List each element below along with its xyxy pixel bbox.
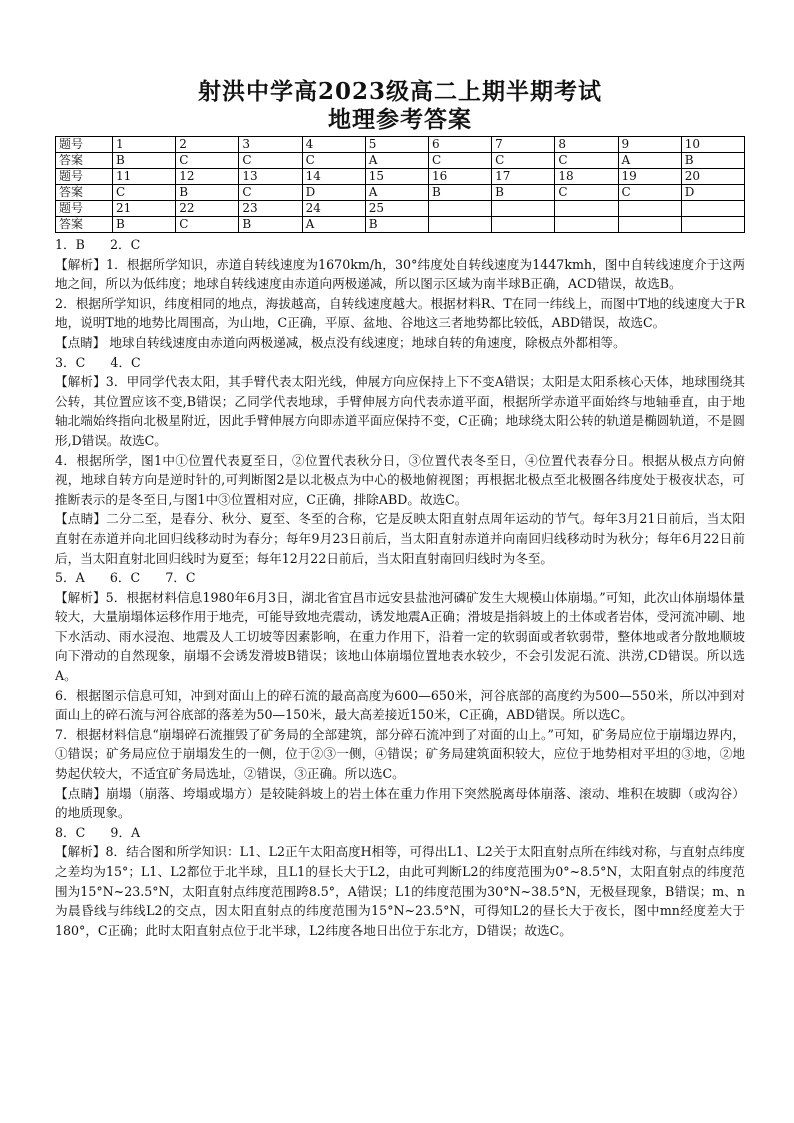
answer-cell: B xyxy=(428,185,491,201)
paragraph: 【点睛】崩塌（崩落、垮塌或塌方）是较陡斜坡上的岩土体在重力作用下突然脱离母体崩落、滚动、堆积在坡脚（或沟谷）的地质现象。 xyxy=(55,785,745,821)
question-number-cell xyxy=(428,201,491,217)
question-number-cell: 12 xyxy=(176,169,239,185)
question-number-cell: 16 xyxy=(428,169,491,185)
answer-cell: C xyxy=(176,217,239,233)
answer-cell xyxy=(555,217,618,233)
paragraph: 6．根据图示信息可知，冲到对面山上的碎石流的最高高度为600—650米，河谷底部的高度约为500—550米，所以冲到对面山上的碎石流与河谷底部的落差为50—150米，最大高差接近150米，C正确，ABD错误。所以选C。 xyxy=(55,687,745,723)
question-number-cell: 6 xyxy=(428,137,491,153)
row-label-answer: 答案 xyxy=(56,185,113,201)
question-number-cell: 1 xyxy=(113,137,176,153)
answer-cell: C xyxy=(239,153,302,169)
question-number-cell: 4 xyxy=(302,137,365,153)
row-label-question: 题号 xyxy=(56,201,113,217)
question-number-cell: 23 xyxy=(239,201,302,217)
question-number-cell: 18 xyxy=(555,169,618,185)
paragraph: 【解析】1．根据所学知识，赤道自转线速度为1670km/h，30°纬度处自转线速度为1447kmh，图中自转线速度介于这两地之间，所以为低纬度；地球自转线速度由赤道向两极递减，所以图示区域为南半球B正确，ACD错误，故选B。 xyxy=(55,256,745,292)
paragraph: 1．B 2．C xyxy=(55,237,141,252)
paragraph: 4．根据所学，图1中①位置代表夏至日，②位置代表秋分日，③位置代表冬至日，④位置代表春分日。根据从极点方向俯视，地球自转方向是逆时针的,可判断图2是以北极点为中心的极地俯视图；再根据北极点至北极圈各纬度处于极夜状态，可推断表示的是冬至日,与图1中③位置相对应，C正确，排除ABD。故选C。 xyxy=(55,452,745,507)
answer-cell: C xyxy=(618,185,681,201)
answer-cell xyxy=(492,217,555,233)
answer-cell: C xyxy=(555,185,618,201)
answer-row xyxy=(56,217,745,233)
answer-cell: A xyxy=(302,217,365,233)
answer-cell: C xyxy=(492,153,555,169)
paragraph: 【点睛】 地球自转线速度由赤道向两极递减，极点没有线速度；地球自转的角速度，除极点外都相等。 xyxy=(55,334,626,350)
question-number-cell: 9 xyxy=(618,137,681,153)
question-number-cell: 5 xyxy=(365,137,428,153)
answer-cell: C xyxy=(302,153,365,169)
question-number-cell: 17 xyxy=(492,169,555,185)
paragraph: 3．C 4．C xyxy=(55,354,141,370)
answer-cell: C xyxy=(555,153,618,169)
question-number-cell: 13 xyxy=(239,169,302,185)
question-number-cell: 14 xyxy=(302,169,365,185)
answer-cell: C xyxy=(176,153,239,169)
question-number-cell: 7 xyxy=(492,137,555,153)
answer-cell: C xyxy=(239,185,302,201)
answer-cell: B xyxy=(113,217,176,233)
question-number-cell: 21 xyxy=(113,201,176,217)
paragraph: 7．根据材料信息“崩塌碎石流摧毁了矿务局的全部建筑，部分碎石流冲到了对面的山上。”可知，矿务局应位于崩塌边界内，①错误；矿务局应位于崩塌发生的一侧，位于②③一侧，④错误；矿务局建筑面积较大，应位于地势相对平坦的③地，②地势起伏较大，不适宜矿务局选址，②错误，③正确。所以选C。 xyxy=(55,726,745,782)
question-number-row xyxy=(56,201,745,217)
question-number-row xyxy=(56,137,745,153)
question-number-cell: 10 xyxy=(681,137,744,153)
answer-cell: A xyxy=(365,185,428,201)
answer-cell: B xyxy=(239,217,302,233)
answer-cell xyxy=(681,217,744,233)
answer-cell: B xyxy=(113,153,176,169)
question-number-cell xyxy=(555,201,618,217)
answer-cell: B xyxy=(365,217,428,233)
row-label-question: 题号 xyxy=(56,169,113,185)
page-title: 射洪中学高2023级高二上期半期考试 xyxy=(197,78,602,105)
question-number-cell: 3 xyxy=(239,137,302,153)
paragraph: 【解析】5．根据材料信息1980年6月3日，湖北省宜昌市远安县盐池河磷矿发生大规模山体崩塌。”可知，此次山体崩塌体量较大，大量崩塌体运移作用于地壳，可能导致地壳震动，诱发地震A正确；滑坡是指斜坡上的土体或者岩体，受河流冲刷、地下水活动、雨水浸泡、地震及人工切坡等因素影响，在重力作用下，沿着一定的软弱面或者软弱带，整体地或者分散地顺坡向下滑动的自然现象，崩塌不会诱发滑坡B错误；该地山体崩塌位置地表水较少，不会引发泥石流、洪涝,CD错误。所以选A。 xyxy=(55,589,745,684)
question-number-cell: 20 xyxy=(681,169,744,185)
question-number-row xyxy=(56,169,745,185)
answer-table xyxy=(55,136,745,233)
question-number-cell: 11 xyxy=(113,169,176,185)
question-number-cell: 2 xyxy=(176,137,239,153)
answer-cell: B xyxy=(492,185,555,201)
answer-cell: A xyxy=(618,153,681,169)
answer-row xyxy=(56,185,745,201)
answer-sheet xyxy=(55,78,745,940)
row-label-question: 题号 xyxy=(56,137,113,153)
answer-row xyxy=(56,153,745,169)
page-subtitle: 地理参考答案 xyxy=(328,106,472,133)
question-number-cell xyxy=(681,201,744,217)
answer-cell: C xyxy=(113,185,176,201)
answer-cell: A xyxy=(365,153,428,169)
row-label-answer: 答案 xyxy=(56,153,113,169)
question-number-cell: 22 xyxy=(176,201,239,217)
row-label-answer: 答案 xyxy=(56,217,113,233)
question-number-cell: 24 xyxy=(302,201,365,217)
paragraph: 2．根据所学知识，纬度相同的地点，海拔越高，自转线速度越大。根据材料R、T在同一纬线上，而图中T地的线速度大于R地，说明T地的地势比周围高，为山地，C正确，平原、盆地、谷地这三者地势都比较低，ABD错误，故选C。 xyxy=(55,295,745,331)
answer-cell: C xyxy=(428,153,491,169)
question-number-cell: 19 xyxy=(618,169,681,185)
answer-cell: D xyxy=(681,185,744,201)
question-number-cell xyxy=(492,201,555,217)
question-number-cell xyxy=(618,201,681,217)
answer-cell xyxy=(428,217,491,233)
explanation-body xyxy=(55,235,745,940)
answer-cell xyxy=(618,217,681,233)
paragraph: 5．A 6．C 7．C xyxy=(55,570,196,586)
paragraph: 【点睛】二分二至，是春分、秋分、夏至、冬至的合称，它是反映太阳直射点周年运动的节气。每年3月21日前后，当太阳直射在赤道并向北回归线移动时为春分；每年9月23日前后，当太阳直射赤道并向南回归线移动时为秋分；每年6月22日前后，当太阳直射北回归线时为夏至；每年12月22日前后，当太阳直射南回归线时为冬至。 xyxy=(55,511,745,566)
question-number-cell: 25 xyxy=(365,201,428,217)
paragraph: 8．C 9．A xyxy=(55,824,141,840)
answer-cell: B xyxy=(681,153,744,169)
question-number-cell: 8 xyxy=(555,137,618,153)
answer-cell: B xyxy=(176,185,239,201)
answer-cell: D xyxy=(302,185,365,201)
question-number-cell: 15 xyxy=(365,169,428,185)
paragraph: 【解析】8．结合图和所学知识：L1、L2正午太阳高度H相等，可得出L1、L2关于太阳直射点所在纬线对称，与直射点纬度之差均为15°；L1、L2都位于北半球，且L1的昼长大于L2，由此可判断L2的纬度范围为0°~8.5°N，太阳直射点的纬度范围为15°N~23.5°N，太阳直射点纬度范围跨8.5°，A错误；L1的纬度范围为30°N~38.5°N，无极昼现象，B错误；m、n为晨昏线与纬线L2的交点，因太阳直射点的纬度范围为15°N~23.5°N，可得知L2的昼长大于夜长，图中mn经度差大于180°，C正确；此时太阳直射点位于北半球，L2纬度各地日出位于东北方，D错误；故选C。 xyxy=(55,844,745,938)
paragraph: 【解析】3．甲同学代表太阳，其手臂代表太阳光线，伸展方向应保持上下不变A错误；太阳是太阳系核心天体，地球围绕其公转，其位置应该不变,B错误；乙同学代表地球，手臂伸展方向代表赤道平面，根据所学赤道平面始终与地轴垂直，由于地轴北端始终指向北极星附近，因此手臂伸展方向即赤道平面应保持不变，C正确；地球绕太阳公转的轨道是椭圆轨道，不是圆形,D错误。故选C。 xyxy=(55,374,745,448)
